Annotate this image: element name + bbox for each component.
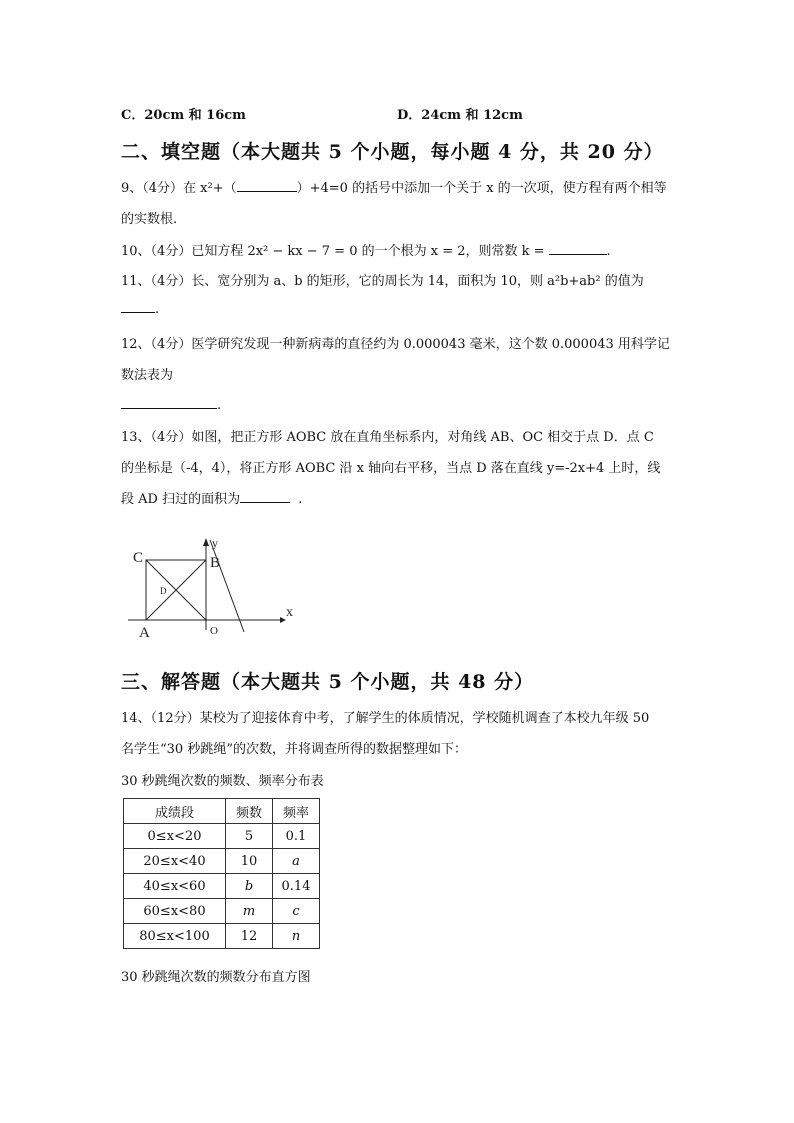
table-header-cell: 成绩段 (124, 799, 226, 824)
histogram-title: 30 秒跳绳次数的频数分布直方图 (121, 970, 311, 985)
question-13-line2: 的坐标是（-4，4），将正方形 AOBC 沿 x 轴向右平移，当点 D 落在直线 y=-2x+4 上时，线 (121, 461, 661, 476)
table-cell: 40≤x<60 (124, 874, 226, 899)
table-cell: 0≤x<20 (124, 824, 226, 849)
line-y-neg2x-plus4 (210, 540, 244, 632)
q13-coordinate-figure (120, 530, 320, 645)
question-12: 12、（4分）医学研究发现一种新病毒的直径约为 0.000043 毫米，这个数 0.000043 用科学记 (121, 337, 670, 352)
answer-blank (240, 490, 290, 503)
table-cell: m (226, 899, 273, 924)
answer-blank (121, 300, 155, 313)
section-heading-solutions: 三、解答题（本大题共 5 个小题，共 48 分） (121, 671, 535, 693)
question-11-end: . (155, 302, 160, 317)
table-cell: 0.14 (273, 874, 320, 899)
answer-blank (237, 179, 297, 192)
table-cell: 10 (226, 849, 273, 874)
table-cell: b (226, 874, 273, 899)
question-11-line2 (121, 300, 159, 317)
question-11: 11、（4分）长、宽分别为 a、b 的矩形，它的周长为 14，面积为 10，则 a²b+ab² 的值为 (121, 274, 644, 289)
frequency-table (123, 798, 320, 949)
question-13-text: 段 AD 扫过的面积为 (121, 492, 241, 507)
label-x: x (286, 605, 293, 620)
label-d: D (160, 586, 167, 596)
section-heading-fill-in: 二、填空题（本大题共 5 个小题，每小题 4 分，共 20 分） (121, 141, 664, 163)
table-cell: 60≤x<80 (124, 899, 226, 924)
answer-blank (549, 242, 607, 255)
question-9 (121, 177, 667, 196)
table-cell: n (273, 924, 320, 949)
label-o: O (210, 625, 218, 637)
question-10 (121, 240, 611, 259)
table-header-cell: 频率 (273, 799, 320, 824)
question-14: 14、（12分）某校为了迎接体育中考，了解学生的体质情况，学校随机调查了本校九年级 50 (121, 711, 650, 726)
table-header-cell: 频数 (226, 799, 273, 824)
question-9-suffix: ）+4=0 的括号中添加一个关于 x 的一次项，使方程有两个相等 (296, 181, 667, 196)
question-12-end: . (217, 398, 222, 413)
table-cell: 12 (226, 924, 273, 949)
label-a: A (139, 625, 150, 641)
table-cell: c (273, 899, 320, 924)
table-header-row (124, 799, 320, 824)
table-row (124, 899, 320, 924)
answer-blank (121, 396, 217, 409)
table-cell: 0.1 (273, 824, 320, 849)
table-row (124, 924, 320, 949)
question-9-prefix: 9、（4分）在 x²+（ (121, 181, 237, 196)
question-10-text: 10、（4分）已知方程 2x² − kx − 7 = 0 的一个根为 x = 2，则常数 k = (121, 244, 545, 259)
question-12-line3 (121, 396, 221, 413)
table-row (124, 824, 320, 849)
table-title: 30 秒跳绳次数的频数、频率分布表 (121, 774, 324, 789)
question-9-line2: 的实数根. (121, 212, 178, 227)
table-cell: 80≤x<100 (124, 924, 226, 949)
question-13: 13、（4分）如图，把正方形 AOBC 放在直角坐标系内，对角线 AB、OC 相交于点 D．点 C (121, 430, 654, 445)
option-c: C．20cm 和 16cm (121, 108, 246, 123)
option-d: D．24cm 和 12cm (397, 108, 523, 123)
table-row (124, 874, 320, 899)
table-cell: a (273, 849, 320, 874)
table-cell: 5 (226, 824, 273, 849)
table-cell: 20≤x<40 (124, 849, 226, 874)
question-12-line2: 数法表为 (121, 368, 174, 383)
question-13-line3 (121, 488, 302, 507)
label-b: B (210, 555, 221, 571)
y-axis-arrow (203, 538, 209, 546)
question-14-line2: 名学生“30 秒跳绳”的次数，并将调查所得的数据整理如下： (121, 742, 467, 757)
question-13-end: . (298, 492, 303, 507)
table-row (124, 849, 320, 874)
question-10-end: . (606, 244, 611, 259)
label-c: C (133, 550, 144, 566)
label-y: y (212, 536, 218, 550)
